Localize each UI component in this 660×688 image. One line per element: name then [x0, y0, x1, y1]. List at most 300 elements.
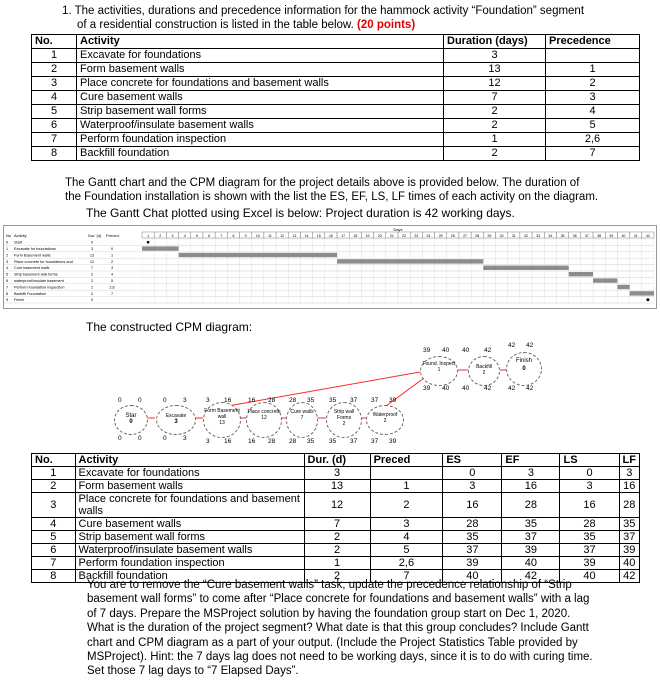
gantt-grid-cell: [166, 290, 178, 296]
cell-es: 37: [443, 544, 502, 557]
gantt-grid-cell: [337, 245, 349, 251]
gantt-grid-cell: [252, 297, 264, 303]
gantt-grid-cell: [227, 239, 239, 245]
gantt-grid-cell: [605, 245, 617, 251]
gantt-grid-cell: [264, 284, 276, 290]
question-line3: of 7 days. Prepare the MSProject solution by having the foundation group start on Dec 1, 2020.: [87, 607, 571, 620]
cpm-node-inspect: [420, 356, 458, 386]
gantt-row-dur: 13: [89, 253, 95, 258]
gantt-grid-cell: [569, 239, 581, 245]
gantt-grid-cell: [630, 297, 642, 303]
gantt-grid-cell: [386, 245, 398, 251]
gantt-grid-cell: [496, 277, 508, 283]
table-row: [32, 63, 640, 77]
gantt-row-name: Cure basement walls: [14, 266, 50, 271]
gantt-grid-cell: [203, 258, 215, 264]
gantt-grid-cell: [386, 252, 398, 258]
gantt-grid-cell: [166, 258, 178, 264]
cpm-start-ls: 0: [118, 435, 122, 442]
gantt-grid-cell: [215, 245, 227, 251]
gantt-grid-cell: [483, 239, 495, 245]
gantt-grid-cell: [179, 265, 191, 271]
gantt-grid-cell: [288, 245, 300, 251]
cpm-node-strip: [326, 402, 362, 438]
gantt-grid-cell: [386, 239, 398, 245]
gantt-grid-cell: [617, 271, 629, 277]
gantt-grid-cell: [313, 297, 325, 303]
cell-no: 3: [32, 77, 77, 91]
gantt-grid-cell: [642, 277, 654, 283]
gantt-finish-marker: [646, 298, 649, 301]
gantt-grid-cell: [179, 271, 191, 277]
cpm-finish-val: 0: [522, 366, 526, 372]
cell-es: 39: [443, 557, 502, 570]
gantt-grid-cell: [203, 290, 215, 296]
gantt-grid-cell: [252, 265, 264, 271]
gantt-grid-cell: [240, 271, 252, 277]
gantt-grid-cell: [508, 258, 520, 264]
gantt-grid-cell: [240, 239, 252, 245]
question-line1: You are to remove the “Cure basement walls” task, update the precedence relationship of “Strip: [87, 579, 572, 591]
gantt-grid-cell: [300, 277, 312, 283]
gantt-grid-cell: [349, 297, 361, 303]
cell-ef: 16: [502, 480, 560, 493]
gantt-grid-cell: [300, 245, 312, 251]
cell-ls: 40: [560, 570, 619, 583]
para2-line1: The Gantt chart and the CPM diagram for the project details above is provided below. The duration of: [65, 177, 580, 189]
table-row: [32, 493, 640, 518]
cell-duration: 2: [444, 119, 546, 133]
gantt-grid-cell: [337, 265, 349, 271]
gantt-grid-cell: [410, 265, 422, 271]
gantt-grid-cell: [593, 265, 605, 271]
cell-duration: 7: [444, 91, 546, 105]
gantt-grid-cell: [374, 252, 386, 258]
cpm-node-backfill: [468, 356, 500, 386]
cell-dur: 7: [304, 518, 370, 531]
gantt-grid-cell: [300, 271, 312, 277]
gantt-bar: [617, 285, 629, 289]
cell-ef: 40: [502, 557, 560, 570]
table-row: [32, 91, 640, 105]
gantt-grid-cell: [203, 245, 215, 251]
cpm-strip-lf: 37: [350, 438, 358, 445]
header-lf: LF: [619, 454, 639, 467]
cell-duration: 1: [444, 133, 546, 147]
gantt-grid-cell: [166, 271, 178, 277]
gantt-grid-cell: [630, 245, 642, 251]
header-precedence: Precedence: [546, 35, 640, 49]
gantt-grid-cell: [179, 277, 191, 283]
gantt-row-dur: 0: [90, 240, 94, 245]
cell-dur: 3: [304, 467, 370, 480]
gantt-grid-cell: [532, 284, 544, 290]
gantt-grid-cell: [435, 290, 447, 296]
cell-preced: 5: [370, 544, 443, 557]
gantt-grid-cell: [605, 290, 617, 296]
gantt-grid-cell: [179, 284, 191, 290]
gantt-grid-cell: [617, 290, 629, 296]
cpm-found-ls: 39: [423, 385, 431, 392]
gantt-grid-cell: [191, 284, 203, 290]
cell-lf: 35: [619, 518, 639, 531]
gantt-grid-cell: [325, 239, 337, 245]
gantt-grid-cell: [532, 271, 544, 277]
gantt-row-no: 0: [6, 240, 9, 245]
gantt-grid-cell: [410, 245, 422, 251]
gantt-grid-cell: [410, 239, 422, 245]
gantt-row-no: 6: [6, 279, 9, 283]
gantt-grid-cell: [361, 271, 373, 277]
gantt-grid-cell: [154, 239, 166, 245]
gantt-grid-cell: [459, 245, 471, 251]
gantt-grid-cell: [191, 245, 203, 251]
cpm-node-excavate: [156, 405, 196, 435]
gantt-grid-cell: [581, 265, 593, 271]
gantt-row-prec: 1: [110, 253, 114, 258]
gantt-grid-cell: [435, 252, 447, 258]
gantt-grid-cell: [422, 239, 434, 245]
gantt-grid-cell: [642, 239, 654, 245]
gantt-grid-cell: [422, 245, 434, 251]
gantt-grid-cell: [422, 265, 434, 271]
gantt-grid-cell: [544, 239, 556, 245]
question-block: [87, 578, 593, 679]
gantt-grid-cell: [191, 239, 203, 245]
cpm-strip-es: 35: [329, 397, 337, 404]
gantt-grid-cell: [471, 290, 483, 296]
gantt-grid-cell: [556, 277, 568, 283]
gantt-grid-cell: [569, 284, 581, 290]
header-no: No.: [32, 35, 77, 49]
gantt-grid-cell: [386, 284, 398, 290]
gantt-chart: [3, 225, 657, 309]
gantt-grid-cell: [374, 297, 386, 303]
gantt-col-prec: Preced.: [106, 233, 120, 238]
gantt-grid-cell: [617, 277, 629, 283]
gantt-grid-cell: [374, 290, 386, 296]
cpm-found-val: 1: [437, 367, 441, 373]
gantt-grid-cell: [642, 271, 654, 277]
gantt-grid-cell: [435, 297, 447, 303]
cell-dur: 2: [304, 544, 370, 557]
cpm-node-start: [114, 405, 148, 435]
cell-no: 2: [32, 63, 77, 77]
gantt-grid-cell: [240, 258, 252, 264]
gantt-grid-cell: [447, 271, 459, 277]
gantt-row-name: Place concrete for foundations and: [14, 259, 73, 264]
gantt-grid-cell: [593, 252, 605, 258]
cell-precedence: [546, 49, 640, 63]
gantt-grid-cell: [496, 290, 508, 296]
gantt-grid-cell: [508, 277, 520, 283]
gantt-row-no: 1: [6, 247, 9, 251]
cell-es: 40: [443, 570, 502, 583]
gantt-grid-cell: [471, 252, 483, 258]
gantt-grid-cell: [447, 284, 459, 290]
gantt-grid-cell: [300, 284, 312, 290]
gantt-grid-cell: [630, 258, 642, 264]
gantt-grid-cell: [398, 265, 410, 271]
cpm-found-ef: 40: [442, 347, 450, 354]
gantt-day-label: 7: [220, 234, 223, 238]
gantt-grid-cell: [459, 252, 471, 258]
gantt-grid-cell: [374, 245, 386, 251]
gantt-row-dur: 2: [90, 279, 94, 283]
cell-no: 4: [32, 518, 76, 531]
gantt-grid-cell: [508, 252, 520, 258]
gantt-grid-cell: [569, 258, 581, 264]
gantt-day-label: 35: [560, 234, 565, 238]
gantt-day-label: 23: [414, 234, 419, 238]
gantt-grid-cell: [361, 290, 373, 296]
gantt-grid-cell: [520, 297, 532, 303]
gantt-day-label: 14: [304, 234, 309, 238]
gantt-grid-cell: [227, 290, 239, 296]
gantt-bar: [593, 278, 617, 282]
intro-line2-text: of a residential construction is listed in the table below.: [77, 19, 354, 31]
gantt-grid-cell: [276, 277, 288, 283]
activity-table: [31, 34, 640, 161]
gantt-day-label: 37: [584, 234, 589, 238]
cell-ls: 3: [560, 480, 619, 493]
gantt-grid-cell: [240, 284, 252, 290]
gantt-grid-cell: [422, 271, 434, 277]
gantt-grid-cell: [581, 284, 593, 290]
gantt-grid-cell: [593, 239, 605, 245]
gantt-grid-cell: [471, 297, 483, 303]
gantt-grid-cell: [593, 271, 605, 277]
cpm-backfill-ls: 40: [462, 385, 470, 392]
cell-ls: 37: [560, 544, 619, 557]
cpm-excavate-val: 3: [174, 419, 178, 425]
gantt-row-name: Perform foundation inspection: [14, 285, 65, 290]
gantt-grid-cell: [459, 271, 471, 277]
gantt-row-prec: 0: [110, 247, 114, 251]
cell-no: 5: [32, 531, 76, 544]
gantt-grid-cell: [447, 239, 459, 245]
cell-no: 1: [32, 49, 77, 63]
gantt-grid-cell: [166, 277, 178, 283]
gantt-grid-cell: [605, 239, 617, 245]
gantt-row-name: Finish: [14, 298, 25, 303]
cpm-node-cure: [286, 402, 318, 438]
cell-es: 0: [443, 467, 502, 480]
gantt-grid-cell: [483, 284, 495, 290]
cell-no: 5: [32, 105, 77, 119]
cpm-form-val: 13: [219, 420, 225, 426]
gantt-grid-cell: [240, 277, 252, 283]
cell-es: 35: [443, 531, 502, 544]
gantt-grid-cell: [276, 239, 288, 245]
gantt-day-label: 13: [292, 234, 297, 238]
gantt-grid-cell: [398, 297, 410, 303]
cpm-finish-lf: 42: [526, 385, 534, 392]
gantt-grid-cell: [227, 245, 239, 251]
gantt-grid-cell: [300, 290, 312, 296]
gantt-grid-cell: [508, 284, 520, 290]
cell-activity: Excavate for foundations: [75, 467, 304, 480]
gantt-row-prec: 7: [110, 291, 114, 296]
gantt-grid-cell: [471, 239, 483, 245]
header-activity: Activity: [77, 35, 444, 49]
gantt-grid-cell: [264, 297, 276, 303]
gantt-row-dur: 2: [90, 272, 94, 277]
gantt-grid-cell: [142, 271, 154, 277]
gantt-grid-cell: [532, 290, 544, 296]
cpm-place-es: 16: [248, 397, 256, 404]
gantt-day-label: 1: [147, 234, 150, 238]
cell-ef: 28: [502, 493, 560, 518]
gantt-grid-cell: [617, 297, 629, 303]
cpm-excavate-ef: 3: [183, 397, 187, 404]
gantt-grid-cell: [459, 290, 471, 296]
cpm-water-ef: 39: [389, 397, 397, 404]
gantt-grid-cell: [154, 290, 166, 296]
gantt-grid-cell: [288, 258, 300, 264]
gantt-grid-cell: [361, 252, 373, 258]
cpm-node-waterproof: [366, 405, 404, 435]
gantt-grid-cell: [337, 284, 349, 290]
cell-lf: 16: [619, 480, 639, 493]
gantt-grid-cell: [532, 252, 544, 258]
cpm-cure-lf: 35: [307, 438, 315, 445]
gantt-day-label: 17: [341, 234, 346, 238]
table-row: [32, 531, 640, 544]
gantt-grid-cell: [617, 245, 629, 251]
cpm-form-lf: 16: [224, 438, 232, 445]
gantt-day-label: 8: [232, 234, 235, 238]
gantt-grid-cell: [142, 252, 154, 258]
gantt-grid-cell: [508, 290, 520, 296]
gantt-grid-cell: [556, 271, 568, 277]
gantt-grid-cell: [483, 245, 495, 251]
gantt-grid-cell: [581, 245, 593, 251]
para2-line2: the Foundation installation is shown with the list the ES, EF, LS, LF times of each activity on the diagram.: [65, 191, 599, 203]
gantt-day-label: 9: [244, 234, 247, 238]
cell-duration: 12: [444, 77, 546, 91]
cpm-place-ls: 16: [248, 438, 256, 445]
gantt-grid-cell: [252, 284, 264, 290]
gantt-grid-cell: [142, 258, 154, 264]
table-row: [32, 518, 640, 531]
gantt-grid-cell: [435, 277, 447, 283]
gantt-grid-cell: [581, 297, 593, 303]
cell-preced: 2,6: [370, 557, 443, 570]
gantt-row-dur: 0: [90, 298, 94, 303]
gantt-grid-cell: [276, 265, 288, 271]
gantt-grid-cell: [483, 297, 495, 303]
gantt-grid-cell: [483, 258, 495, 264]
gantt-grid-cell: [642, 284, 654, 290]
gantt-grid-cell: [605, 271, 617, 277]
cell-lf: 3: [619, 467, 639, 480]
gantt-grid-cell: [276, 245, 288, 251]
gantt-grid-cell: [496, 284, 508, 290]
cpm-form-ef: 16: [224, 397, 232, 404]
intro-line1: 1. The activities, durations and precedence information for the hammock activity “Foundation” segment: [62, 5, 585, 17]
gantt-day-label: 5: [195, 234, 198, 238]
gantt-row-no: 3: [6, 259, 9, 264]
intro-line2: [77, 18, 415, 32]
gantt-grid-cell: [544, 252, 556, 258]
gantt-grid-cell: [215, 290, 227, 296]
points-label: (20 points): [357, 19, 416, 31]
gantt-grid-cell: [300, 239, 312, 245]
gantt-row-name: waterproof/insulate basement: [14, 279, 64, 283]
gantt-grid-cell: [630, 271, 642, 277]
gantt-grid-cell: [227, 265, 239, 271]
cell-activity: Place concrete for foundations and basement walls: [75, 493, 304, 518]
gantt-grid-cell: [544, 290, 556, 296]
cpm-excavate-label: Excavate: [165, 413, 187, 419]
gantt-grid-cell: [496, 245, 508, 251]
header-activity: Activity: [75, 454, 304, 467]
gantt-grid-cell: [264, 290, 276, 296]
gantt-grid-cell: [617, 252, 629, 258]
cpm-strip-label: Strip wall Forms: [333, 409, 355, 421]
gantt-grid-cell: [313, 290, 325, 296]
gantt-day-label: 20: [377, 234, 382, 238]
gantt-grid-cell: [532, 245, 544, 251]
gantt-grid-cell: [349, 265, 361, 271]
cell-ef: 42: [502, 570, 560, 583]
gantt-grid-cell: [422, 277, 434, 283]
gantt-grid-cell: [447, 297, 459, 303]
gantt-day-label: 22: [402, 234, 407, 238]
gantt-day-label: 26: [450, 234, 455, 238]
cpm-backfill-val: 2: [482, 370, 486, 376]
gantt-grid-cell: [435, 284, 447, 290]
cell-activity: Place concrete for foundations and basement walls: [77, 77, 444, 91]
gantt-grid-cell: [252, 277, 264, 283]
gantt-grid-cell: [593, 284, 605, 290]
cpm-title: The constructed CPM diagram:: [86, 320, 253, 334]
cpm-start-ef: 0: [138, 397, 142, 404]
gantt-day-label: 34: [548, 234, 553, 238]
gantt-day-label: 29: [487, 234, 492, 238]
gantt-grid-cell: [288, 277, 300, 283]
cell-preced: [370, 467, 443, 480]
cell-no: 7: [32, 133, 77, 147]
gantt-row-no: 4: [6, 266, 9, 271]
gantt-grid-cell: [605, 265, 617, 271]
cell-no: 8: [32, 147, 77, 161]
gantt-grid-cell: [508, 239, 520, 245]
gantt-grid-cell: [264, 277, 276, 283]
cpm-finish-ls: 42: [508, 385, 516, 392]
gantt-grid-cell: [361, 265, 373, 271]
gantt-grid-cell: [264, 271, 276, 277]
gantt-grid-cell: [227, 284, 239, 290]
cell-lf: 40: [619, 557, 639, 570]
gantt-grid-cell: [313, 239, 325, 245]
cell-duration: 13: [444, 63, 546, 77]
gantt-grid-cell: [215, 284, 227, 290]
gantt-grid-cell: [386, 265, 398, 271]
gantt-grid-cell: [398, 284, 410, 290]
gantt-grid-cell: [313, 284, 325, 290]
gantt-grid-cell: [215, 277, 227, 283]
gantt-grid-cell: [313, 245, 325, 251]
gantt-row-prec: 2,6: [109, 285, 115, 290]
gantt-grid-cell: [227, 271, 239, 277]
gantt-grid-cell: [544, 277, 556, 283]
cell-no: 8: [32, 570, 76, 583]
gantt-grid-cell: [215, 239, 227, 245]
gantt-bar: [630, 291, 654, 295]
header-ls: LS: [560, 454, 619, 467]
